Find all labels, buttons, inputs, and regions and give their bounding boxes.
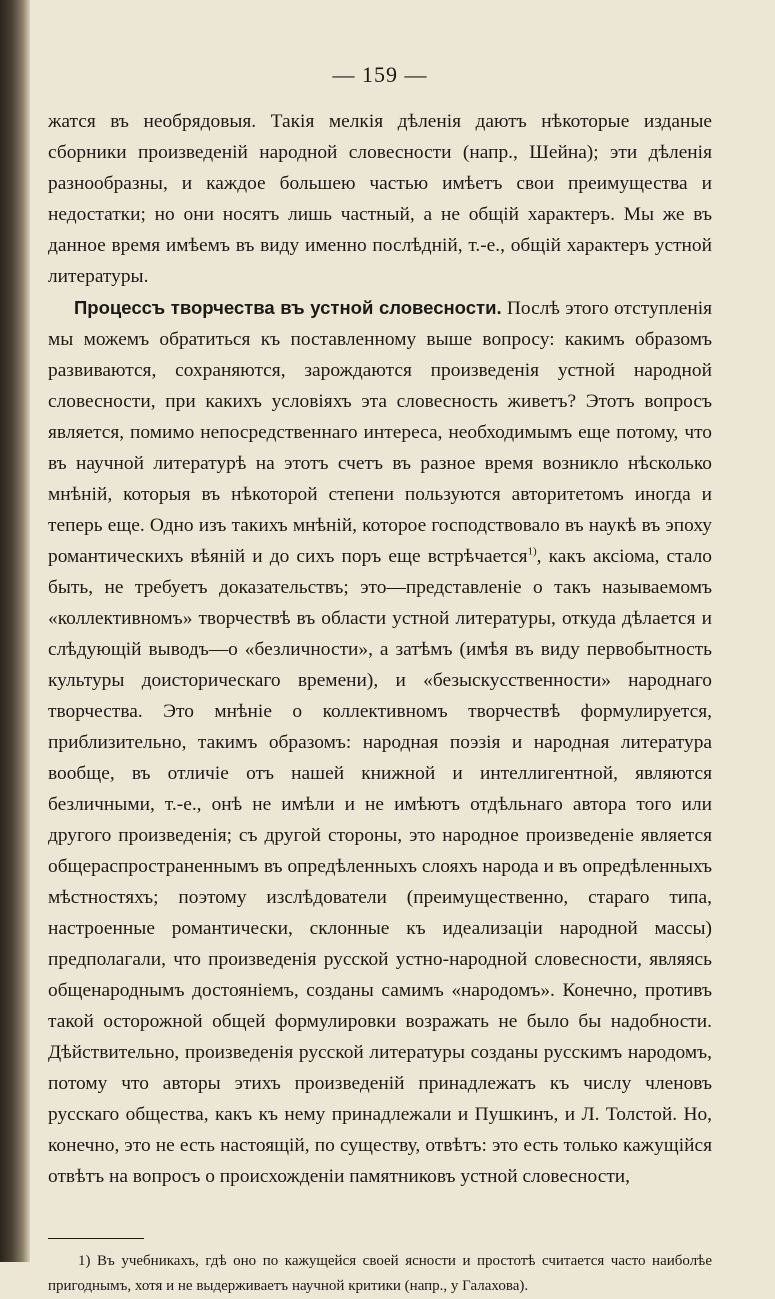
paragraph-2-text-a: Послѣ этого отступленія мы можемъ обратиться къ поставленному выше вопросу: какимъ образомъ развиваются, сохраняются, зарождаются произведенія устной народной словесности, при какихъ условіяхъ эта словесность живетъ? Этотъ вопросъ является, помимо непосредственнаго интереса, необходимымъ еще потому, что въ научной литературѣ на этотъ счетъ въ разное время возникло нѣсколько мнѣній, которыя въ нѣкоторой степени пользуются авторитетомъ иногда и теперь еще. Одно изъ такихъ мнѣній, которое господствовало въ наукѣ въ эпоху романтическихъ вѣяній и до сихъ поръ еще встрѣчается <box>48 298 712 567</box>
paragraph-2 <box>48 292 712 1192</box>
footnote: 1) Въ учебникахъ, гдѣ оно по кажущейся своей ясности и простотѣ считается часто наиболѣе пригоднымъ, хотя и не выдерживаетъ научной критики (напр., у Галахова). <box>48 1253 712 1294</box>
book-page <box>48 58 712 1299</box>
page-number: — 159 — <box>332 62 428 87</box>
book-binding-shadow <box>0 0 30 1262</box>
footnote-marker: 1) <box>527 545 537 558</box>
paragraph-1: жатся въ необрядовыя. Такія мелкія дѣленія даютъ нѣкоторые изданые сборники произведеній народной словесности (напр., Шейна); эти дѣленія разнообразны, и каждое большею частью имѣетъ свои преимущества и недостатки; но они носятъ лишь частный, а не общій характеръ. Мы же въ данное время имѣемъ въ виду именно послѣдній, т.-е., общій характеръ устной литературы. <box>48 111 712 287</box>
section-heading: Процессъ творчества въ устной словесности. <box>74 297 502 318</box>
footnote-divider <box>48 1238 144 1239</box>
paragraph-2-text-b: , какъ аксіома, стало быть, не требуетъ доказательствъ; это—представленіе о такъ называемомъ «коллективномъ» творчествѣ въ области устной литературы, откуда дѣлается и слѣдующій выводъ—о «безличности», а затѣмъ (имѣя въ виду первобытность культуры доисторическаго времени), и «безыскусственности» народнаго творчества. Это мнѣніе о коллективномъ творчествѣ формулируется, приблизительно, такимъ образомъ: народная поэзія и народная литература вообще, въ отличіе отъ нашей книжной и интеллигентной, являются безличными, т.-е., онѣ не имѣли и не имѣютъ отдѣльнаго автора того или другого произведенія; съ другой стороны, это народное произведеніе является общераспространеннымъ въ опредѣленныхъ слояхъ народа и въ опредѣленныхъ мѣстностяхъ; поэтому изслѣдователи (преимущественно, стараго типа, настроенные романтически, склонные къ идеализаціи народной массы) предполагали, что произведенія русской устно-народной словесности, являясь общенароднымъ достояніемъ, созданы самимъ «народомъ». Конечно, противъ такой осторожной общей формулировки возражать не было бы надобности. Дѣйствительно, произведенія русской литературы созданы русскимъ народомъ, потому что авторы этихъ произведеній принадлежатъ къ числу членовъ русскаго общества, какъ къ нему принадлежали и Пушкинъ, и Л. Толстой. Но, конечно, это не есть настоящій, по существу, отвѣтъ: это есть только кажущійся отвѣтъ на вопросъ о происхожденіи памятниковъ устной словесности, <box>48 546 713 1187</box>
